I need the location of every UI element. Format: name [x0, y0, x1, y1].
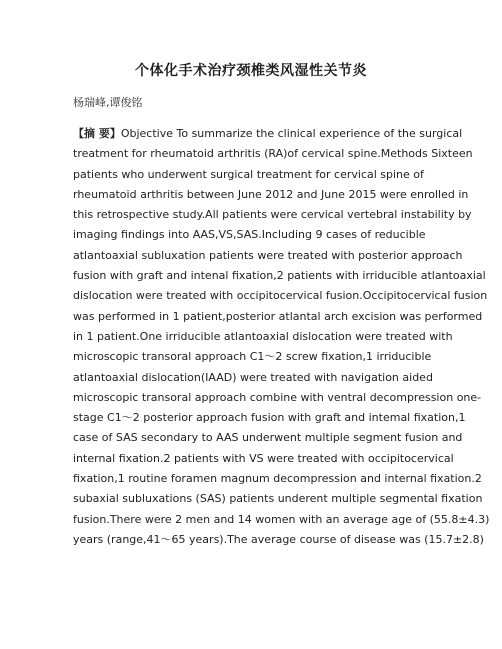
abstract-line: dislocation were treated with occipitocervical fusion.Occipitocervical fusion [73, 289, 488, 303]
document-authors: 杨瑞峰,谭俊铭 [73, 96, 143, 109]
abstract-line: microscopic transoral approach combine with ventral decompression one- [73, 390, 482, 404]
abstract-line: fusion.There were 2 men and 14 women with an average age of (55.8±4.3) [73, 512, 490, 526]
abstract-line-text: Objective To summarize the clinical experience of the surgical [120, 127, 463, 140]
abstract-line: imaging findings into AAS,VS,SAS.Including 9 cases of reducible [73, 228, 426, 242]
abstract-line: internal fixation.2 patients with VS were treated with occipitocervical [73, 451, 454, 465]
abstract-body [73, 124, 490, 550]
abstract-label: 【摘 要】 [73, 127, 121, 140]
abstract-line: this retrospective study.All patients were cervical vertebral instability by [73, 208, 472, 222]
abstract-line: was performed in 1 patient,posterior atlantal arch excision was performed [73, 309, 483, 323]
document-title: 个体化手术治疗颈椎类风湿性关节炎 [135, 63, 367, 79]
abstract-line: case of SAS secondary to AAS underwent multiple segment fusion and [73, 431, 463, 445]
abstract-line: microscopic transoral approach C1～2 screw fixation,1 irriducible [73, 350, 432, 364]
abstract-line: fixation,1 routine foramen magnum decompression and internal fixation.2 [73, 472, 482, 486]
abstract-line: years (range,41～65 years).The average course of disease was (15.7±2.8) [73, 532, 484, 546]
abstract-line: in 1 patient.One irriducible atlantoaxial dislocation were treated with [73, 329, 453, 343]
abstract-line: fusion with graft and intenal fixation,2 patients with irriducible atlantoaxial [73, 269, 486, 283]
abstract-line: stage C1～2 posterior approach fusion with graft and intemal fixation,1 [73, 411, 466, 425]
abstract-line: rheumatoid arthritis between June 2012 and June 2015 were enrolled in [73, 187, 469, 201]
abstract-line: atlantoaxial subluxation patients were treated with posterior approach [73, 248, 463, 262]
abstract-line: subaxial subluxations (SAS) patients underent multiple segmental fixation [73, 492, 483, 506]
abstract-line [73, 124, 463, 144]
abstract-line: atlantoaxial dislocation(IAAD) were treated with navigation aided [73, 370, 433, 384]
abstract-line: treatment for rheumatoid arthritis (RA)of cervical spine.Methods Sixteen [73, 147, 473, 161]
abstract-line: patients who underwent surgical treatment for cervical spine of [73, 167, 424, 181]
